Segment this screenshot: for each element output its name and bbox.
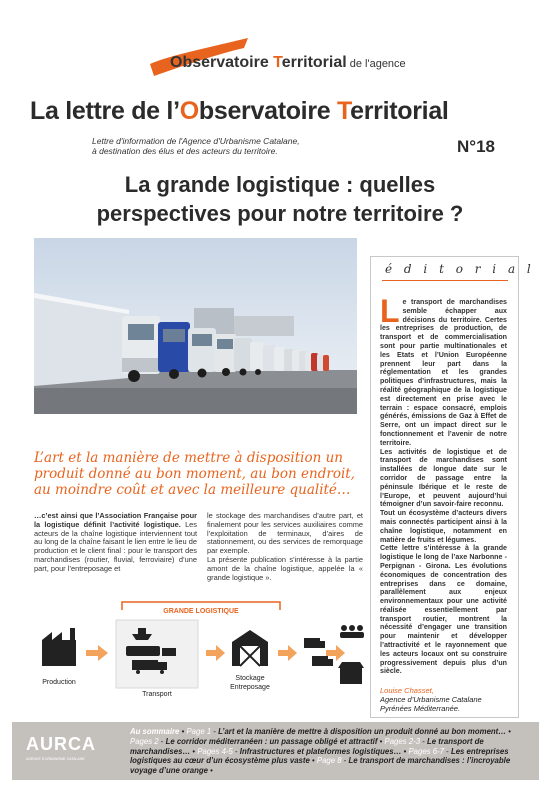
editorial-rule [382, 280, 508, 281]
diagram-label-entreposage: Entreposage [230, 684, 270, 691]
newsletter-title: La lettre de l’Observatoire Territorial [30, 97, 449, 125]
factory-icon [42, 628, 76, 666]
body-column-1: …c’est ainsi que l’Association Française pour la logistique définit l’activité logistique. Les acteurs de la chaîne logistique interviennent tout au long de la chaîne faisant le lien entre le lieu de production et le client final : pour le transport des marchandises (routier, fluvial, ferroviaire) d’une part, pour l’entreposage et [34, 511, 197, 573]
arrow-icon [86, 645, 108, 661]
arrow-icon [206, 645, 225, 661]
arrow-icon [278, 645, 297, 661]
aurca-logo: AURCA [26, 734, 96, 754]
logistics-chain-diagram [22, 598, 365, 713]
newsletter-subtitle: Lettre d'information de l'Agence d'Urbanisme Catalane, à destination des élus et des acteurs du territoire. [92, 136, 300, 156]
editorial-text: L e transport de marchandises semble échapper aux décisions du territoire. Certes les entreprises de production, de transport et de commercialisation sont pour partie multinationales et les Etats et l’Union Européenne prennent leur part dans la réglementation et les grandes politiques d’infrastructures, mais la réalité géographique de la logistique est directement en prise avec le terrain : espace consacré, emplois générés, émissions de Gaz à Effet de Serre, ont un impact direct sur le fonctionnement et l’avenir de notre territoire. Les activités de logistique et de transport de marchandises sont installées de longue date sur le corridor de passage entre la péninsule Ibérique et le reste de l’Europe, et peuvent aujourd’hui témoigner d’un savoir-faire reconnu. Tout un écosystème d’acteurs divers mais connectés participent ainsi à la chaîne logistique, notamment en matière de fruits et légumes. Cette lettre s’intéresse à la grande logistique le long de l’axe Narbonne - Perpignan - Girona. Les évolutions économiques de concentration des entreprises dans ce domaine, parallèlement aux enjeux environnementaux pour une activité réalisée essentiellement par transport routier, montrent la nécessité d’engager une transition pour maintenir et développer l’attractivité et le rayonnement que les acteurs locaux ont su construire progressivement depuis plus d’un siècle. [380, 293, 507, 676]
warehouse-icon [232, 630, 268, 666]
trucks-photo [34, 238, 357, 414]
aurca-logo-subtitle: AGENCE D'URBANISME CATALANE [26, 757, 85, 761]
diagram-label-stockage: Stockage [235, 675, 265, 682]
pull-quote: L’art et la manière de mettre à disposition un produit donné au bon moment, au bon endroit, au moindre coût et avec la meilleure qualité… [34, 450, 355, 498]
diagram-label-bracket: GRANDE LOGISTIQUE [163, 608, 239, 615]
people-icon [340, 625, 364, 638]
arrow-icon [326, 645, 345, 661]
editorial-author: Louise Chasset, Agence d’Urbanisme Catalane Pyrénées Méditerranée. [380, 686, 482, 713]
table-of-contents: Au sommaire • Page 1 - L’art et la manière de mettre à disposition un produit donné au bon moment… • Pages 2 - Le corridor méditerranéen : un passage obligé et attractif • Pages 2-3 - Le transport de marchandises… • Pages 4-5 - Infrastructures et plateformes logistiques… • Pages 6-7 - Les entreprises logistiques au cœur d’un écosystème plus vaste • Page 8 - Le transport de marchandises : l’incroyable voyage d’une orange • [130, 727, 511, 776]
editorial-label: é d i t o r i a l [385, 262, 535, 276]
drop-cap: L [380, 293, 400, 329]
body-column-2: le stockage des marchandises d’autre part, et finalement pour les services auxiliaires comme l’exploitation de terminaux, d’aires de stationnement, ou des services de remorquage par exemple. La présente publication s’intéresse à la partie amont de la chaîne logistique, appelée la « grande logistique ». [207, 511, 363, 582]
headline: La grande logistique : quelles perspectives pour notre territoire ? [96, 172, 464, 226]
diagram-label-transport: Transport [142, 691, 172, 698]
observatoire-logo: Observatoire Territorial de l'agence [170, 54, 406, 71]
issue-number: N°18 [457, 137, 495, 156]
diagram-label-production: Production [42, 679, 76, 686]
shop-icon [338, 662, 364, 684]
